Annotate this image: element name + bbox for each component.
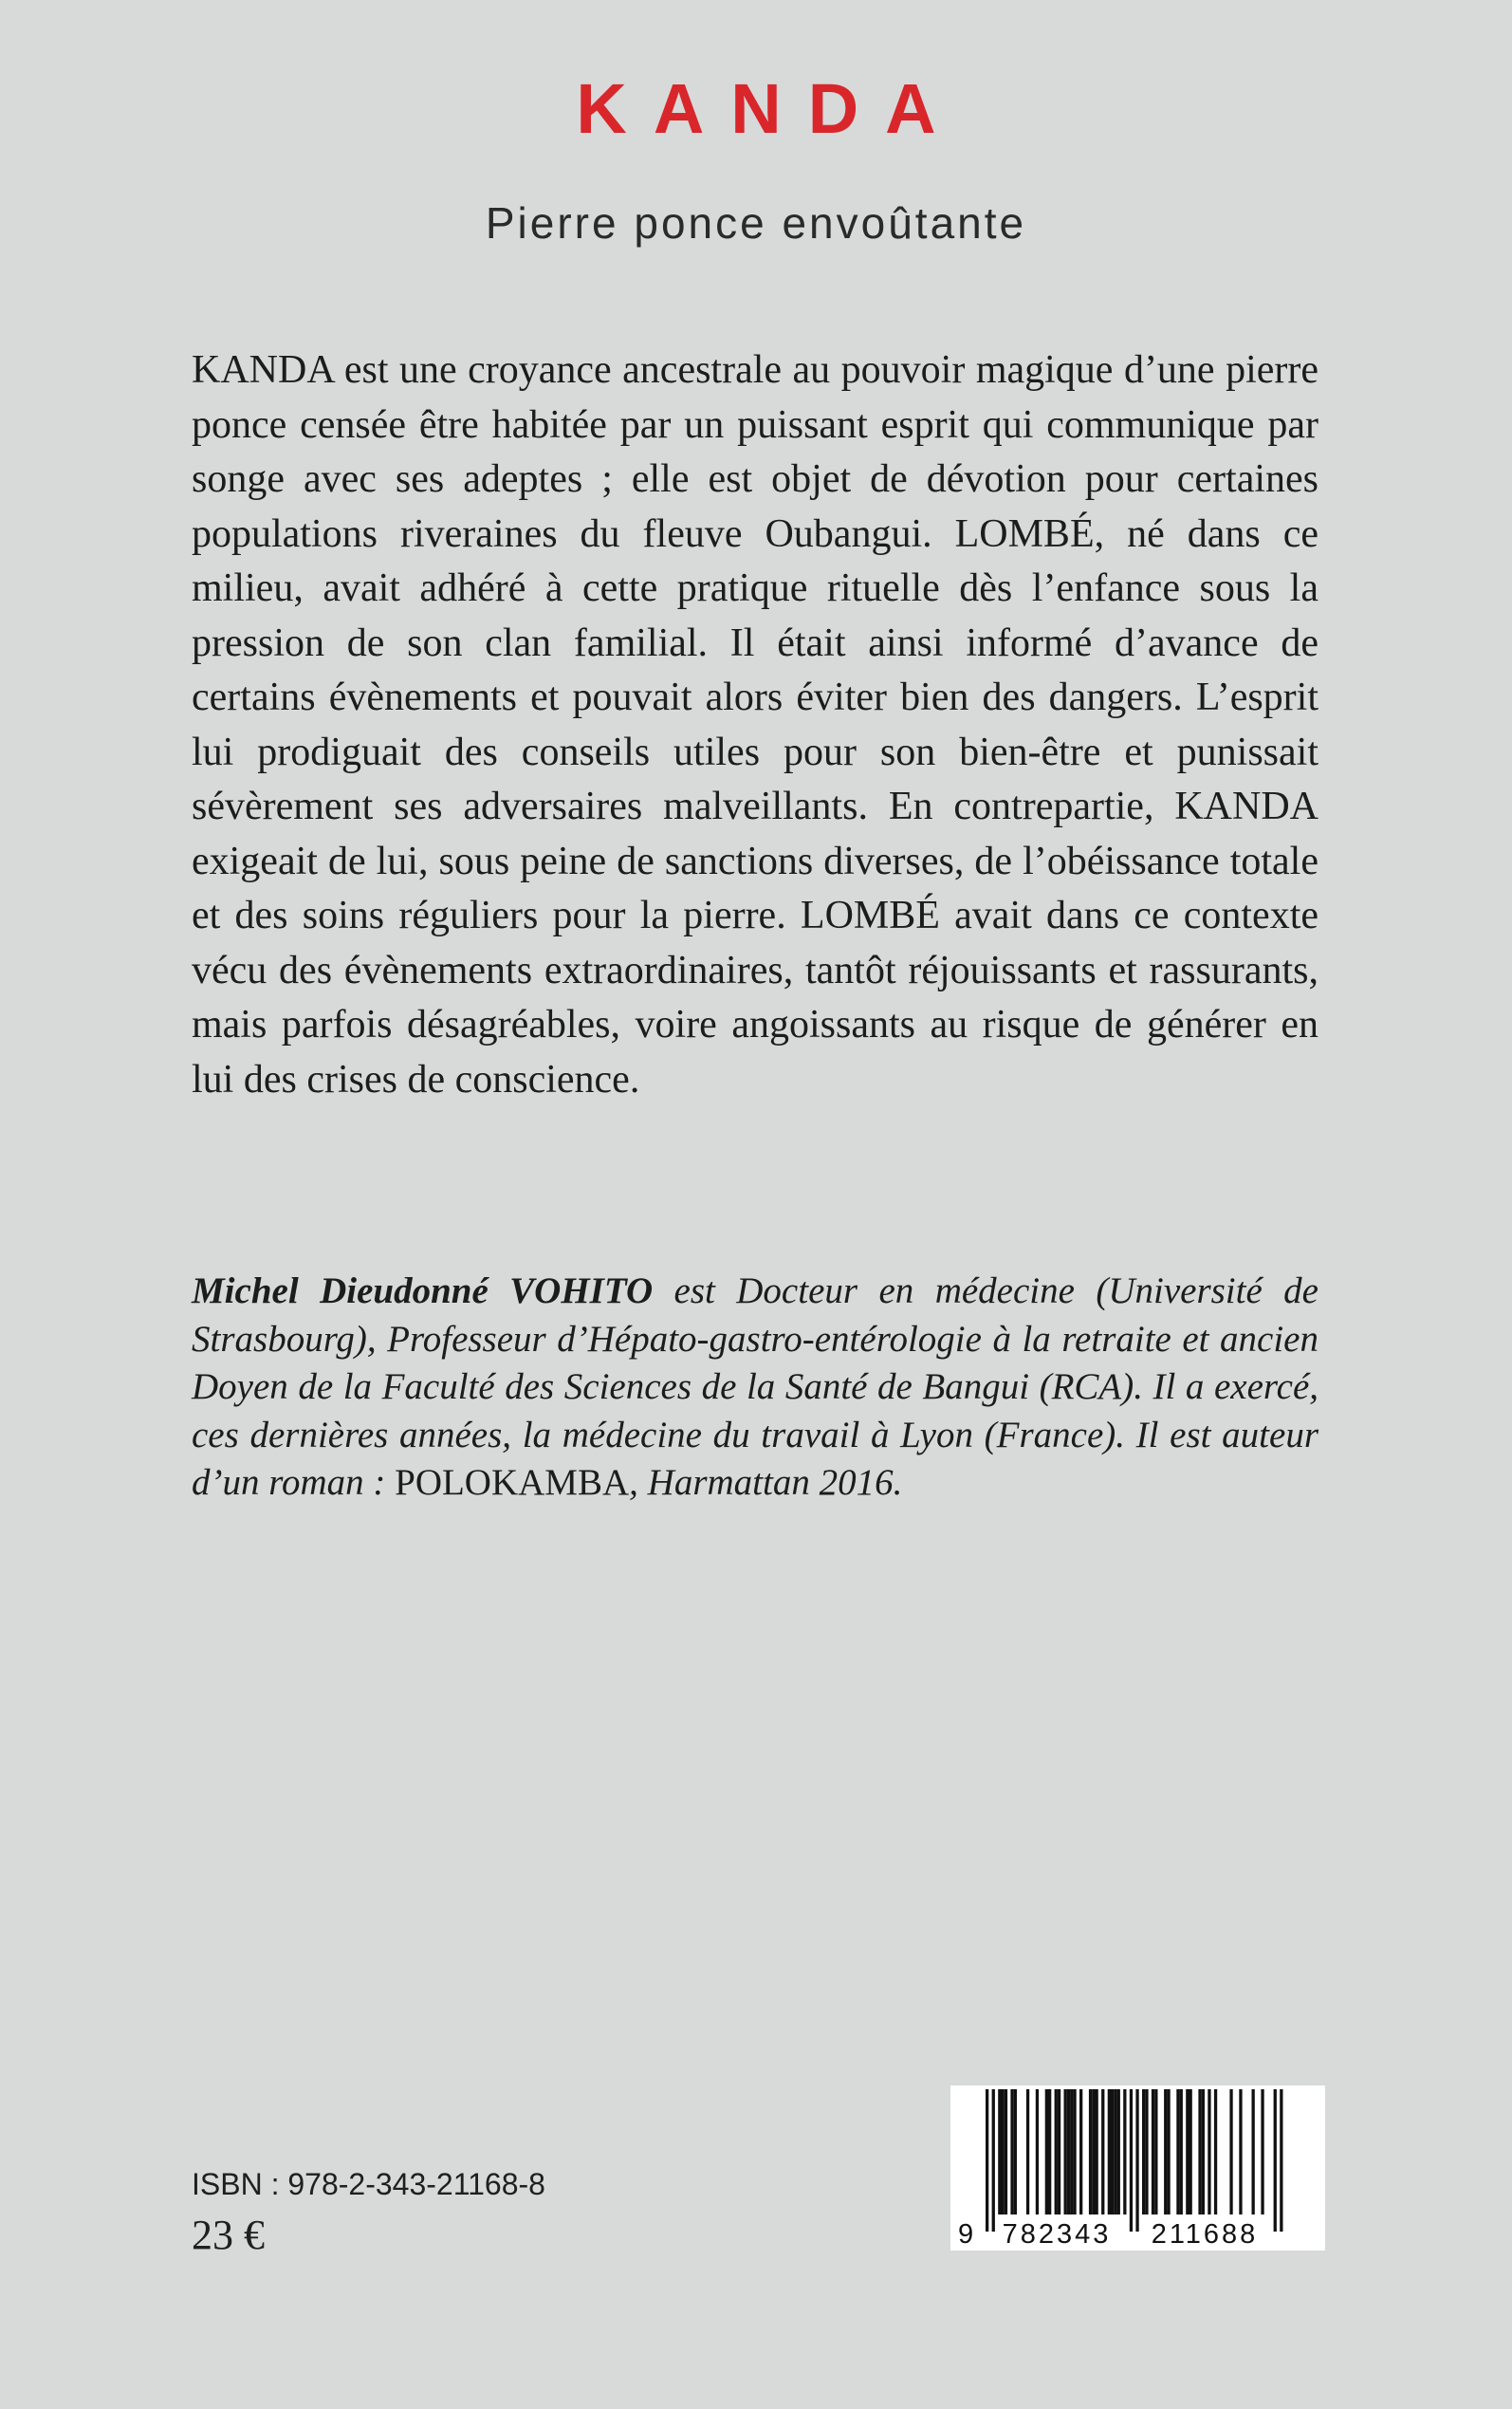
barcode-bar — [1079, 2089, 1082, 2214]
barcode-bar — [1002, 2089, 1005, 2214]
barcode-bar — [1239, 2089, 1242, 2214]
barcode-bar — [1048, 2089, 1051, 2214]
book-summary: KANDA est une croyance ancestrale au pouvoir magique d’une pierre ponce censée être habitée par un puissant esprit qui communique par songe avec ses adeptes ; elle est objet de dévotion pour certaines populations riveraines du fleuve Oubangui. LOMBÉ, né dans ce milieu, avait adhéré à cette pratique rituelle dès l’enfance sous la pression de son clan familial. Il était ainsi informé d’avance de certains évènements et pouvait alors éviter bien des dangers. L’esprit lui prodiguait des conseils utiles pour son bien-être et punissait sévèrement ses adversaires malveillants. En contrepartie, KANDA exigeait de lui, sous peine de sanctions diverses, de l’obéissance totale et des soins réguliers pour la pierre. LOMBÉ avait dans ce contexte vécu des évènements extraordinaires, tantôt réjouissants et rassurants, mais parfois désagréables, voire angoissants au risque de générer en lui des crises de conscience. — [192, 348, 1318, 1102]
barcode-bar — [992, 2089, 995, 2232]
isbn: ISBN : 978-2-343-21168-8 — [192, 2167, 545, 2201]
barcode-bar — [1189, 2089, 1192, 2214]
barcode-bar — [1111, 2089, 1114, 2214]
barcode-graphic — [950, 2085, 1325, 2251]
author-novel-title: POLOKAMBA — [395, 1462, 630, 1503]
barcode-bar — [1014, 2089, 1017, 2214]
barcode-bar — [1274, 2089, 1277, 2232]
barcode-bar — [1252, 2089, 1255, 2214]
barcode-lead-digit: 9 — [958, 2219, 974, 2250]
author-bio — [192, 1268, 1318, 1508]
barcode-bar — [1152, 2089, 1154, 2214]
barcode — [950, 2085, 1325, 2251]
barcode-bar — [1055, 2089, 1058, 2214]
barcode-bar — [1045, 2089, 1048, 2214]
barcode-bar — [1010, 2089, 1013, 2214]
barcode-bar — [1005, 2089, 1007, 2214]
barcode-bar — [1186, 2089, 1189, 2214]
barcode-bar — [1202, 2089, 1205, 2214]
barcode-bars — [986, 2089, 1283, 2232]
barcode-bar — [1036, 2089, 1039, 2214]
barcode-right-digits: 211688 — [1151, 2219, 1259, 2250]
barcode-left-digits: 782343 — [1002, 2219, 1112, 2250]
barcode-bar — [1142, 2089, 1145, 2214]
barcode-bar — [1154, 2089, 1157, 2214]
book-subtitle: Pierre ponce envoûtante — [485, 198, 1027, 248]
barcode-bar — [1123, 2089, 1126, 2214]
barcode-bar — [1130, 2089, 1133, 2232]
barcode-bar — [1096, 2089, 1098, 2214]
barcode-bar — [1135, 2089, 1138, 2232]
barcode-bar — [1117, 2089, 1120, 2214]
barcode-bar — [1108, 2089, 1111, 2214]
book-title: KANDA — [576, 69, 963, 148]
barcode-bar — [1164, 2089, 1167, 2214]
barcode-bar — [1214, 2089, 1217, 2214]
barcode-bar — [1101, 2089, 1104, 2214]
author-name: Michel Dieudonné VOHITO — [192, 1270, 654, 1311]
barcode-bar — [1092, 2089, 1095, 2214]
barcode-bar — [1176, 2089, 1179, 2214]
barcode-bar — [1180, 2089, 1183, 2214]
barcode-bar — [1114, 2089, 1116, 2214]
barcode-bar — [1198, 2089, 1201, 2214]
price: 23 € — [192, 2212, 265, 2258]
barcode-bar — [1145, 2089, 1148, 2214]
barcode-bar — [1026, 2089, 1029, 2214]
barcode-bar — [1070, 2089, 1073, 2214]
barcode-bar — [1067, 2089, 1070, 2214]
barcode-bar — [986, 2089, 988, 2232]
barcode-bar — [1280, 2089, 1282, 2232]
barcode-bar — [1064, 2089, 1067, 2214]
barcode-bar — [1073, 2089, 1076, 2214]
barcode-bar — [1208, 2089, 1210, 2214]
barcode-bar — [1089, 2089, 1092, 2214]
barcode-bar — [1229, 2089, 1232, 2214]
author-novel-publisher: , Harmattan 2016. — [629, 1462, 903, 1503]
barcode-bar — [998, 2089, 1001, 2214]
author-bio-text: est Docteur en médecine (Université de Strasbourg), Professeur d’Hépato-gastro-entérologie à la retraite et ancien Doyen de la Faculté des Sciences de la Santé de Bangui (RCA). Il a exercé, ces dernières années, la médecine du travail à Lyon (France). Il est auteur d’un roman : — [192, 1270, 1318, 1503]
barcode-bar — [1261, 2089, 1263, 2214]
barcode-bar — [1167, 2089, 1170, 2214]
barcode-bar — [1058, 2089, 1060, 2214]
